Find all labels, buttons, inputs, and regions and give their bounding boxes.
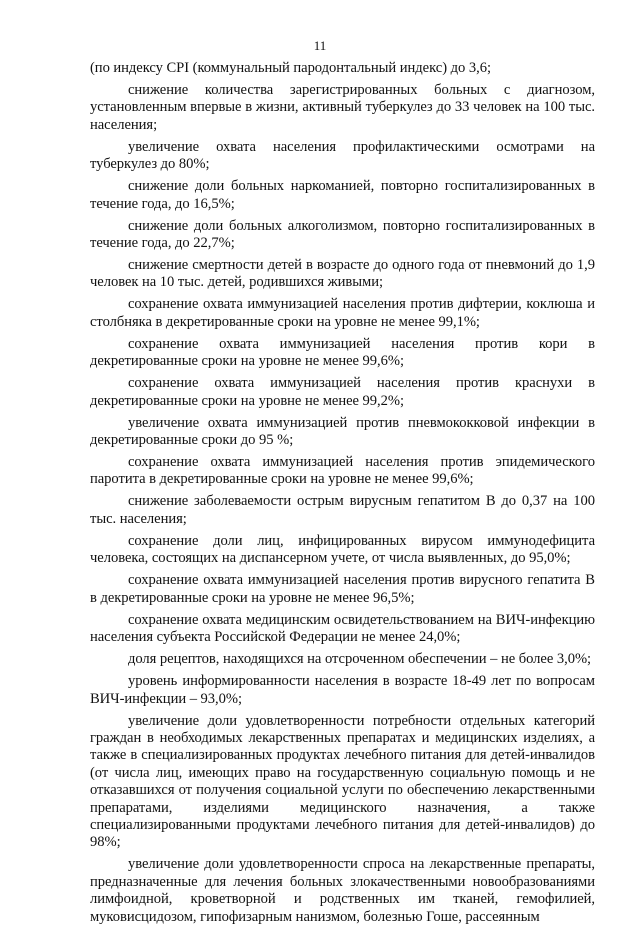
paragraph: сохранение охвата иммунизацией населения против вирусного гепатита В в декретированные сроки на уровне не менее 96,5%; bbox=[90, 572, 595, 606]
paragraph: увеличение охвата населения профилактическими осмотрами на туберкулез до 80%; bbox=[90, 138, 595, 173]
paragraph: доля рецептов, находящихся на отсроченном обеспечении – не более 3,0%; bbox=[128, 651, 592, 668]
paragraph: снижение смертности детей в возрасте до одного года от пневмоний до 1,9 человек на 10 тыс. детей, родившихся живыми; bbox=[90, 257, 595, 291]
paragraph: увеличение доли удовлетворенности спроса на лекарственные препараты, предназначенные для лечения больных злокачественными новообразованиями лимфоидной, кроветворной и родственных им тканей, гемофилией, муковисцидозом, гипофизарным нанизмом, болезнью Гоше, рассеянным bbox=[90, 856, 595, 925]
paragraph: увеличение доли удовлетворенности потребности отдельных категорий граждан в необходимых лекарственных препаратах и медицинских изделиях, а также в специализированных продуктах лечебного питания для детей-инвалидов (от числа лиц, имеющих право на государственную социальную помощь и не отказавшихся от получения социальной услуги по обеспечению лекарственными препаратами, изделиями медицинского назначения, а также специализированными продуктами лечебного питания для детей-инвалидов) до 98%; bbox=[90, 712, 595, 851]
page-number: 11 bbox=[313, 38, 327, 53]
paragraph: увеличение охвата иммунизацией против пневмококковой инфекции в декретированные сроки до 95 %; bbox=[90, 414, 595, 449]
paragraph: сохранение охвата иммунизацией населения против эпидемического паротита в декретированные сроки на уровне не менее 99,6%; bbox=[90, 454, 595, 488]
paragraph: снижение доли больных алкоголизмом, повторно госпитализированных в течение года, до 22,7%; bbox=[90, 217, 595, 252]
paragraph: сохранение охвата иммунизацией населения против кори в декретированные сроки на уровне не менее 99,6%; bbox=[90, 335, 595, 370]
paragraph: сохранение охвата иммунизацией населения против краснухи в декретированные сроки на уровне не менее 99,2%; bbox=[90, 375, 595, 409]
paragraph: снижение заболеваемости острым вирусным гепатитом В до 0,37 на 100 тыс. населения; bbox=[90, 493, 595, 527]
paragraph: снижение количества зарегистрированных больных с диагнозом, установленным впервые в жизни, активный туберкулез до 33 человек на 100 тыс. населения; bbox=[90, 82, 595, 133]
document-body bbox=[90, 60, 595, 931]
paragraph: сохранение охвата иммунизацией населения против дифтерии, коклюша и столбняка в декретированные сроки на уровне не менее 99,1%; bbox=[90, 296, 595, 330]
paragraph: снижение доли больных наркоманией, повторно госпитализированных в течение года, до 16,5%; bbox=[90, 178, 595, 212]
paragraph: сохранение охвата медицинским освидетельствованием на ВИЧ-инфекцию населения субъекта Российской Федерации не менее 24,0%; bbox=[90, 611, 595, 646]
paragraph: сохранение доли лиц, инфицированных вирусом иммунодефицита человека, состоящих на диспансерном учете, от числа выявленных, до 95,0%; bbox=[90, 532, 595, 567]
paragraph: (по индексу CPI (коммунальный пародонтальный индекс) до 3,6; bbox=[90, 60, 491, 76]
paragraph: уровень информированности населения в возрасте 18-49 лет по вопросам ВИЧ-инфекции – 93,0%; bbox=[90, 673, 595, 707]
